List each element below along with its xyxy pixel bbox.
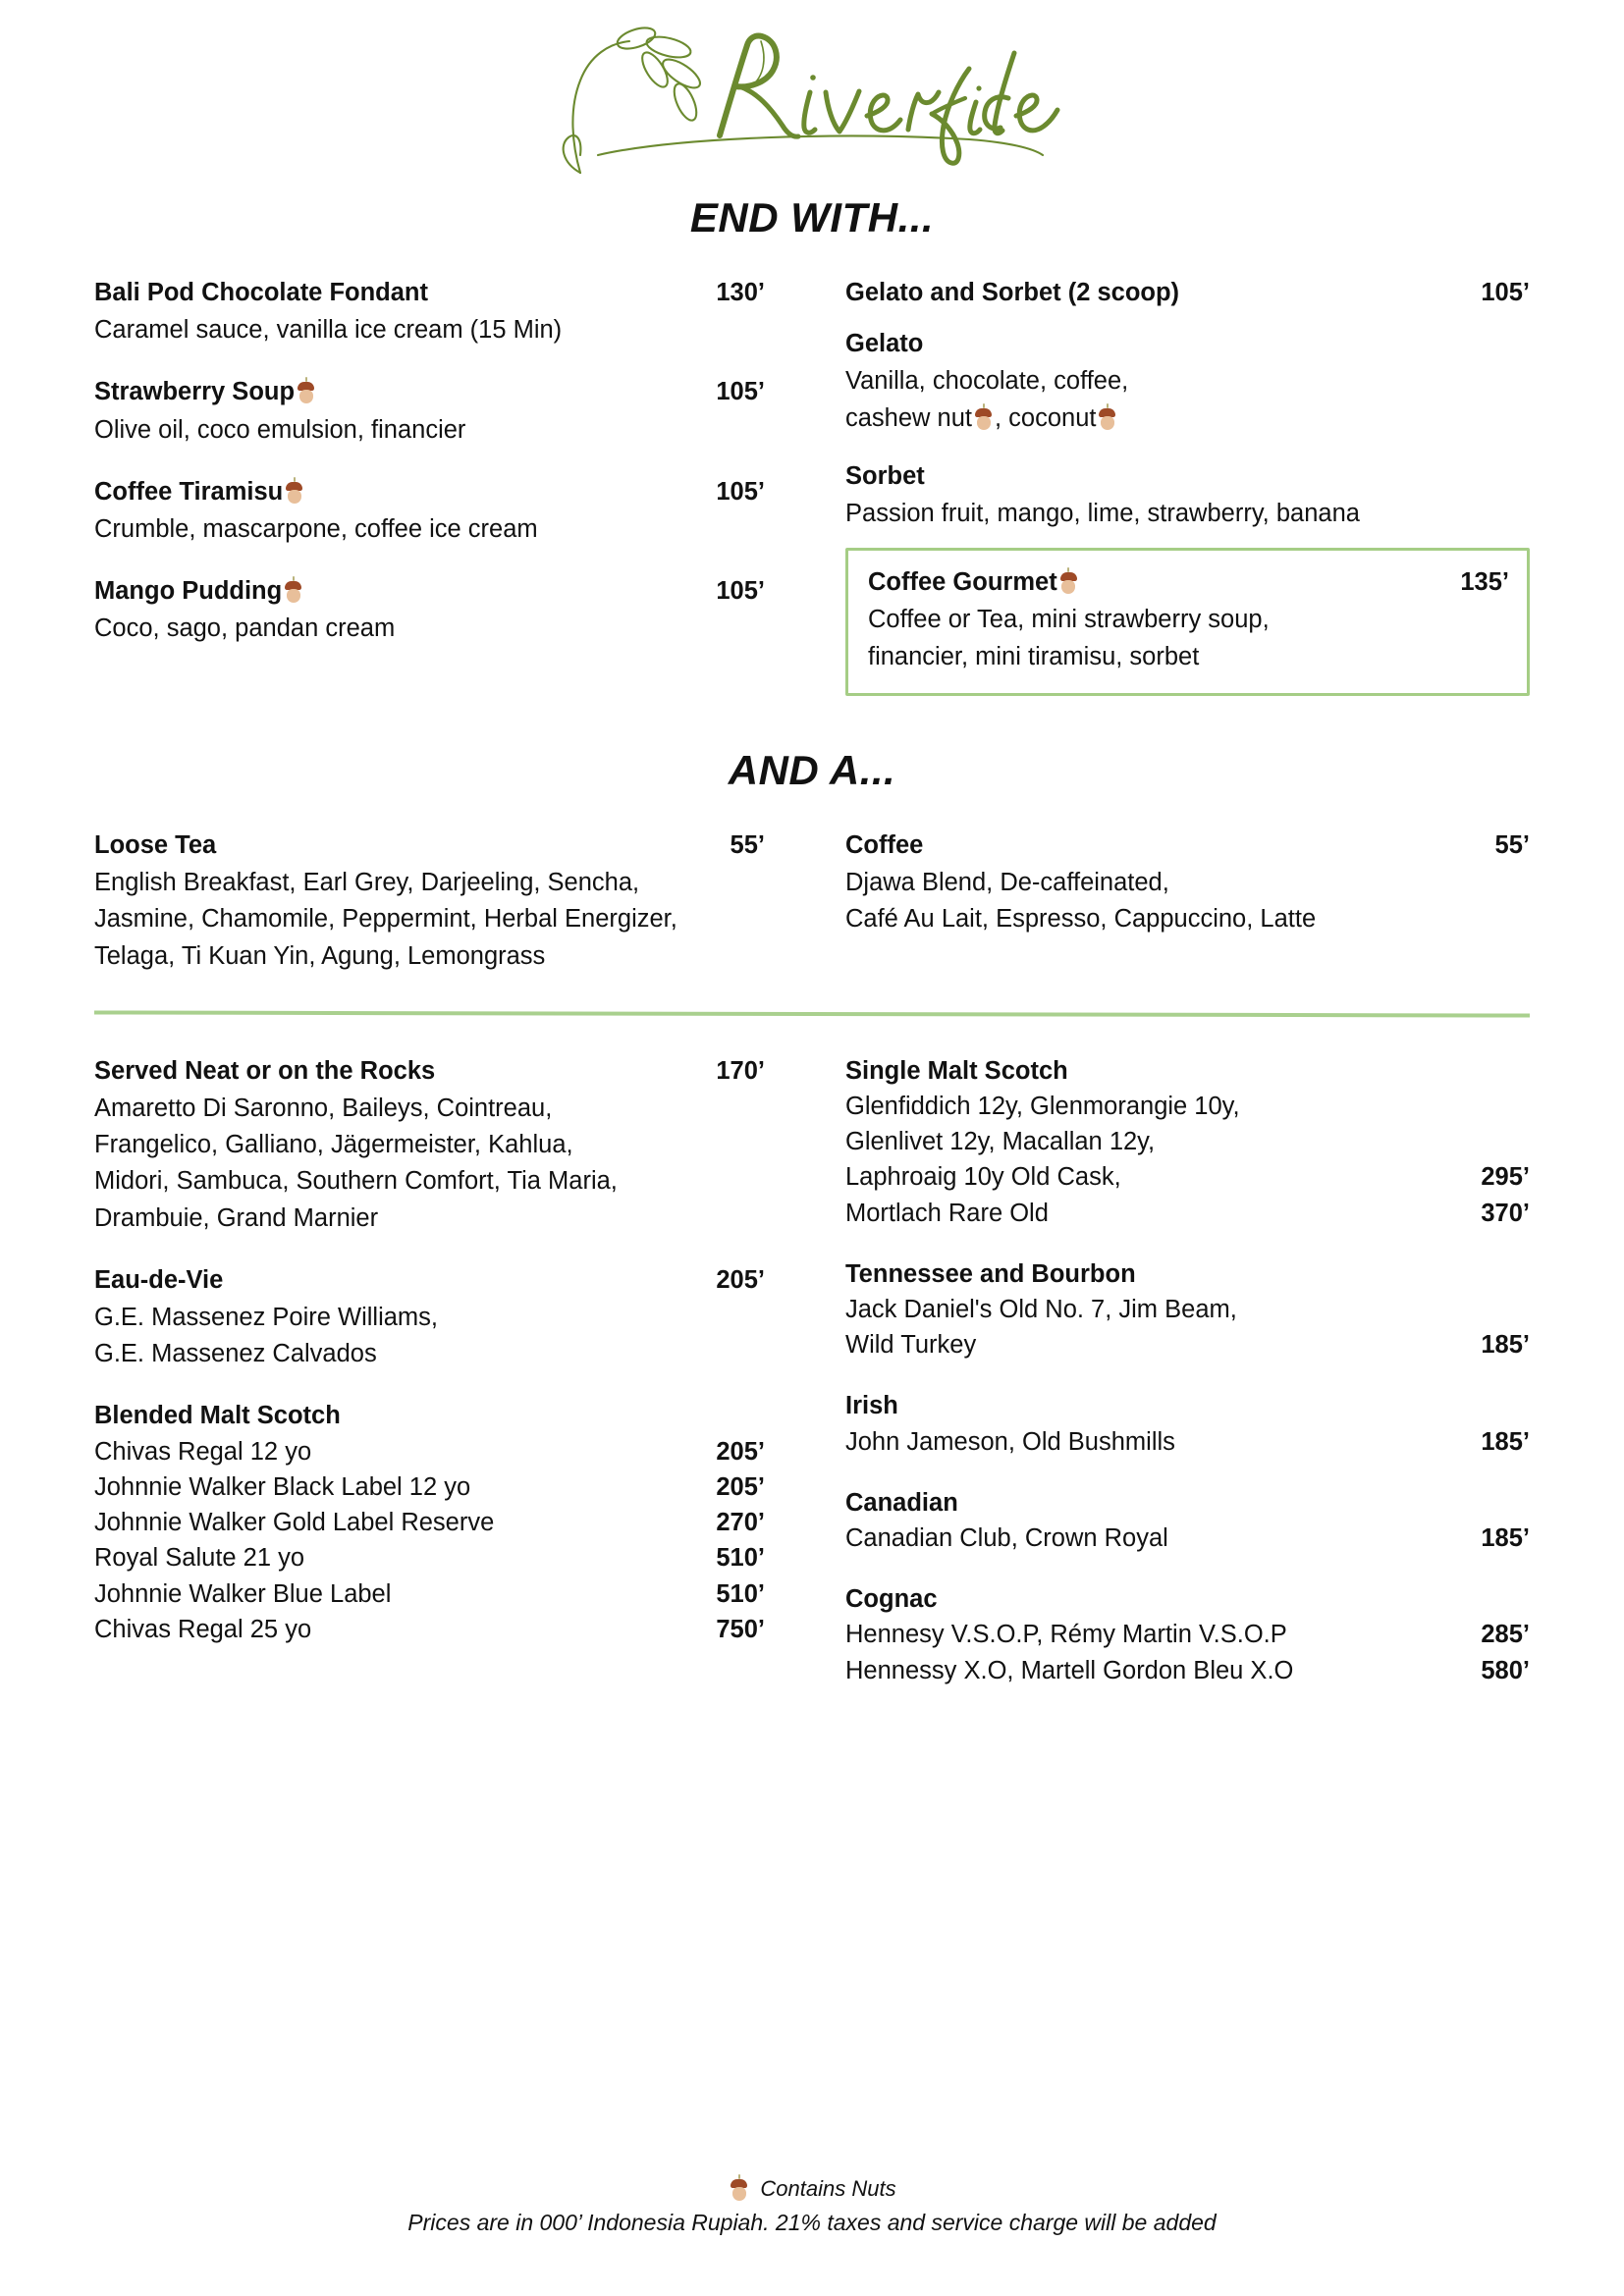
priced-row-label: Royal Salute 21 yo (94, 1544, 305, 1573)
priced-row-label: Glenfiddich 12y, Glenmorangie 10y, (845, 1092, 1240, 1120)
priced-row-price: 270’ (716, 1509, 765, 1537)
priced-row-price: 185’ (1481, 1331, 1530, 1360)
priced-row-label: John Jameson, Old Bushmills (845, 1427, 1175, 1456)
description-line: G.E. Massenez Poire Williams, (94, 1304, 439, 1332)
menu-item-name: Bali Pod Chocolate Fondant (94, 279, 429, 306)
menu-item-description (94, 312, 765, 348)
priced-row-price: 750’ (716, 1615, 765, 1643)
group-title: Blended Malt Scotch (94, 1402, 341, 1430)
menu-item (94, 828, 765, 975)
priced-row-label: Johnnie Walker Blue Label (94, 1579, 392, 1608)
menu-item-name: Eau-de-Vie (94, 1265, 224, 1294)
group-title: Cognac (845, 1585, 938, 1614)
acorn-nut-icon (285, 579, 301, 603)
priced-row (845, 1292, 1530, 1327)
menu-item-row (94, 828, 765, 863)
gelato-flavours (845, 363, 1530, 436)
priced-row (94, 1469, 765, 1505)
menu-item-row (94, 275, 765, 310)
menu-item-price: 170’ (716, 1056, 765, 1085)
priced-row-label: Canadian Club, Crown Royal (845, 1524, 1168, 1552)
menu-item-description (94, 865, 765, 975)
menu-item-row (94, 374, 765, 409)
menu-item-name-with-nut (94, 474, 305, 509)
priced-row (845, 1196, 1530, 1231)
menu-item-description (845, 865, 1530, 937)
priced-row-label: Hennessy X.O, Martell Gordon Bleu X.O (845, 1656, 1294, 1684)
menu-item-name: Mango Pudding (94, 577, 283, 606)
sorbet-flavours (845, 496, 1530, 532)
menu-item-price: 55’ (730, 830, 765, 859)
menu-item (94, 1053, 765, 1237)
brand-logo (94, 0, 1530, 187)
desserts-left-column (94, 275, 812, 696)
acorn-nut-icon (298, 380, 314, 403)
priced-list-group (845, 1485, 1530, 1556)
acorn-nut-icon (286, 480, 302, 504)
description-line: English Breakfast, Earl Grey, Darjeeling, Sencha, (94, 869, 640, 897)
menu-item-name-with-nut (868, 564, 1080, 600)
priced-row-price: 185’ (1481, 1427, 1530, 1456)
priced-row-label: Laphroaig 10y Old Cask, (845, 1163, 1121, 1192)
menu-item-description (94, 1300, 765, 1372)
priced-row (845, 1521, 1530, 1556)
priced-row (845, 1159, 1530, 1195)
flavour-cashew-nut: cashew nut (845, 403, 972, 432)
description-line: Frangelico, Galliano, Jägermeister, Kahlua, (94, 1131, 573, 1159)
priced-row-label: Johnnie Walker Gold Label Reserve (94, 1509, 495, 1537)
menu-item-row (94, 1262, 765, 1298)
menu-item-name-with-nut (94, 374, 317, 409)
menu-item-row (94, 573, 765, 609)
description-line: Passion fruit, mango, lime, strawberry, banana (845, 500, 1360, 528)
menu-item-price: 105’ (716, 477, 765, 506)
menu-item-description (94, 511, 765, 548)
priced-row-price: 370’ (1481, 1199, 1530, 1227)
menu-item-price: 105’ (1481, 279, 1530, 306)
description-line: Coffee or Tea, mini strawberry soup, (868, 606, 1270, 634)
gelato-group (845, 326, 1530, 437)
menu-item-price: 105’ (716, 577, 765, 606)
priced-row-price: 285’ (1481, 1621, 1530, 1649)
priced-list-group (845, 1581, 1530, 1688)
description-line: Midori, Sambuca, Southern Comfort, Tia Maria, (94, 1167, 618, 1196)
priced-list-group (845, 1053, 1530, 1231)
priced-row (845, 1617, 1530, 1652)
section-divider (94, 1010, 1530, 1017)
priced-row (94, 1434, 765, 1469)
group-title: Canadian (845, 1488, 958, 1517)
desserts-right-column (812, 275, 1530, 696)
menu-item-row (845, 275, 1530, 310)
description-line: Vanilla, chocolate, coffee, (845, 367, 1129, 396)
menu-item-description (868, 602, 1509, 674)
priced-row-label: Hennesy V.S.O.P, Rémy Martin V.S.O.P (845, 1621, 1287, 1649)
priced-row-price: 295’ (1481, 1163, 1530, 1192)
menu-item (845, 828, 1530, 938)
priced-row-price: 205’ (716, 1472, 765, 1501)
menu-item-row (845, 828, 1530, 863)
description-line: Amaretto Di Saronno, Baileys, Cointreau, (94, 1094, 553, 1122)
desserts-columns (94, 275, 1530, 696)
menu-item-name: Coffee Gourmet (868, 568, 1057, 597)
priced-list-group (845, 1388, 1530, 1459)
menu-item (94, 573, 765, 647)
coffee-gourmet-highlight-box (845, 548, 1530, 696)
group-title: Irish (845, 1392, 898, 1420)
priced-row-price: 510’ (716, 1579, 765, 1608)
menu-item-name: Gelato and Sorbet (2 scoop) (845, 279, 1180, 306)
menu-item-name: Loose Tea (94, 830, 217, 859)
beverages-left-column (94, 828, 812, 975)
description-line: Telaga, Ti Kuan Yin, Agung, Lemongrass (94, 941, 546, 970)
priced-row (845, 1327, 1530, 1362)
sorbet-group (845, 458, 1530, 532)
menu-item (868, 564, 1509, 675)
priced-row (94, 1505, 765, 1540)
group-title: Single Malt Scotch (845, 1056, 1068, 1085)
menu-item-name: Coffee Tiramisu (94, 477, 284, 506)
description-line: Jasmine, Chamomile, Peppermint, Herbal Energizer, (94, 905, 677, 934)
spirits-right-column (812, 1053, 1530, 1688)
priced-row-label: Chivas Regal 12 yo (94, 1437, 312, 1466)
priced-row-price: 185’ (1481, 1524, 1530, 1552)
priced-row-label: Chivas Regal 25 yo (94, 1615, 312, 1643)
contains-nuts-label: Contains Nuts (760, 2175, 896, 2201)
description-line: Caramel sauce, vanilla ice cream (15 Min) (94, 316, 563, 345)
spirits-left-column (94, 1053, 812, 1688)
section-title-desserts: END WITH... (689, 194, 935, 240)
menu-item (94, 474, 765, 548)
priced-list-group (845, 1256, 1530, 1363)
group-title: Tennessee and Bourbon (845, 1259, 1136, 1288)
priced-row-price: 205’ (716, 1437, 765, 1466)
description-line: Djawa Blend, De-caffeinated, (845, 869, 1169, 897)
priced-row-label: Jack Daniel's Old No. 7, Jim Beam, (845, 1295, 1237, 1323)
acorn-nut-icon (1060, 570, 1077, 594)
menu-item-price: 130’ (716, 279, 765, 306)
section-title-beverages: AND A... (728, 746, 896, 793)
description-line: Crumble, mascarpone, coffee ice cream (94, 515, 538, 544)
spirits-columns (94, 1053, 1530, 1688)
priced-row (94, 1612, 765, 1647)
menu-item-name-with-nut (94, 573, 304, 609)
description-line: Drambuie, Grand Marnier (94, 1203, 379, 1232)
contains-nuts-note (0, 2174, 1624, 2205)
priced-row (845, 1424, 1530, 1460)
priced-row (94, 1540, 765, 1575)
priced-row-label: Glenlivet 12y, Macallan 12y, (845, 1128, 1156, 1156)
menu-item-description (94, 611, 765, 647)
description-line: Café Au Lait, Espresso, Cappuccino, Latte (845, 905, 1317, 934)
menu-item (845, 275, 1530, 310)
description-line: Coco, sago, pandan cream (94, 614, 396, 643)
menu-item (94, 1262, 765, 1373)
priced-row (94, 1576, 765, 1612)
menu-item (94, 374, 765, 448)
menu-item-description (94, 1091, 765, 1237)
flavour-coconut: , coconut (995, 403, 1097, 432)
description-line: G.E. Massenez Calvados (94, 1340, 377, 1368)
menu-item-row (868, 564, 1509, 600)
acorn-nut-icon (731, 2177, 747, 2201)
menu-item-row (94, 1053, 765, 1089)
menu-item-price: 135’ (1460, 568, 1509, 597)
description-line: financier, mini tiramisu, sorbet (868, 642, 1200, 670)
priced-row (845, 1089, 1530, 1124)
menu-item-description (94, 412, 765, 449)
menu-item-name: Served Neat or on the Rocks (94, 1056, 436, 1085)
priced-row-price: 510’ (716, 1544, 765, 1573)
menu-item (94, 275, 765, 348)
menu-item-row (94, 474, 765, 509)
description-line (845, 400, 1530, 437)
priced-row (845, 1124, 1530, 1159)
page-footer (0, 2174, 1624, 2239)
menu-item-price: 55’ (1494, 830, 1530, 859)
sorbet-label: Sorbet (845, 461, 925, 490)
acorn-nut-icon (975, 406, 992, 430)
acorn-nut-icon (1099, 406, 1115, 430)
gelato-label: Gelato (845, 330, 924, 358)
priced-row-label: Johnnie Walker Black Label 12 yo (94, 1472, 471, 1501)
riverside-logo-icon (547, 8, 1077, 180)
priced-row-price: 580’ (1481, 1656, 1530, 1684)
priced-row-label: Mortlach Rare Old (845, 1199, 1049, 1227)
beverages-right-column (812, 828, 1530, 975)
prices-disclaimer: Prices are in 000’ Indonesia Rupiah. 21% taxes and service charge will be added (407, 2209, 1217, 2235)
menu-item-name: Strawberry Soup (94, 378, 296, 406)
menu-item-price: 105’ (716, 378, 765, 406)
beverages-columns (94, 828, 1530, 975)
menu-item-price: 205’ (716, 1265, 765, 1294)
description-line: Olive oil, coco emulsion, financier (94, 415, 466, 444)
menu-item-name: Coffee (845, 830, 924, 859)
priced-row (845, 1653, 1530, 1688)
priced-row-label: Wild Turkey (845, 1331, 977, 1360)
priced-list-group (94, 1398, 765, 1646)
